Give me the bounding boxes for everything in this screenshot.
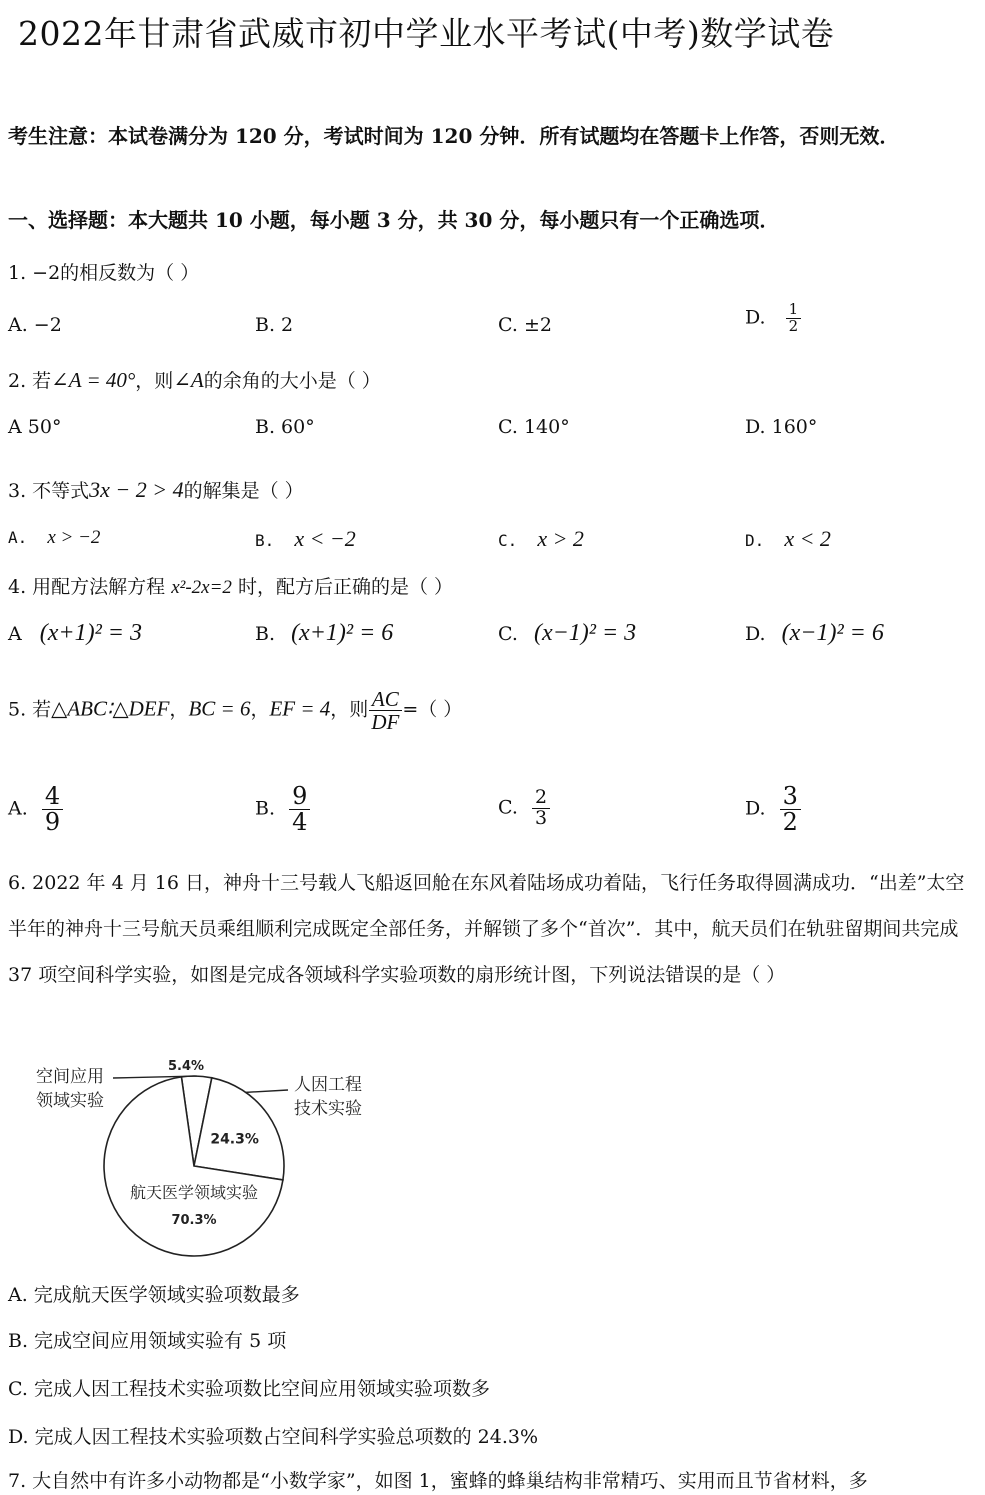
q1-option-c: C. ±2 [498, 314, 552, 336]
q2-stem-math-1: ∠A = 40° [51, 368, 136, 392]
question-5-stem [8, 688, 462, 733]
pie-percent-label-1: 5.4% [167, 1059, 205, 1074]
q3-option-d-label: D. [745, 531, 765, 550]
q6-option-d: D. 完成人因工程技术实验项数占空间科学实验总项数的 24.3% [8, 1426, 539, 1448]
question-1-stem: 1. −2的相反数为（ ） [8, 262, 200, 284]
question-6-stem: 6. 2022 年 4 月 16 日，神舟十三号载人飞船返回舱在东风着陆场成功着陆，飞行任务取得圆满成功．“出差”太空半年的神舟十三号航天员乘组顺利完成既定全部任务，并解锁了多个“首次”．其中，航天员们在轨驻留期间共完成 37 项空间科学实验，如图是完成各领域科学实验项数的扇形统计图，下列说法错误的是（ ） [8, 872, 965, 986]
q6-option-c: C. 完成人因工程技术实验项数比空间应用领域实验项数多 [8, 1378, 490, 1400]
q5-option-d-fraction [780, 784, 801, 835]
fraction-denominator: 9 [44, 808, 61, 837]
q5-option-b-label: B. [255, 797, 276, 820]
pie-category-label-1: 空间应用 [36, 1067, 104, 1087]
q4-option-d [745, 620, 884, 647]
fraction-numerator: 3 [780, 784, 801, 810]
q4-option-b [255, 620, 393, 647]
pie-slices [104, 1076, 284, 1256]
q5-stem-sep-2: ， [250, 698, 270, 721]
q4-stem-post: 时，配方后正确的是（ ） [231, 576, 454, 598]
q2-stem-pre: 2. 若 [8, 370, 52, 392]
q4-option-d-math: (x−1)² = 6 [781, 620, 884, 646]
q2-option-b: B. 60° [255, 416, 315, 438]
q3-option-b-label: B. [255, 531, 275, 550]
question-2-stem [8, 366, 381, 393]
q5-stem-sep-1: ， [169, 698, 189, 721]
fraction-numerator: 2 [532, 788, 550, 809]
fraction-denominator: DF [371, 710, 400, 735]
fraction-numerator: 1 [786, 302, 802, 319]
q5-option-b [255, 784, 310, 835]
fraction-numerator: 9 [289, 784, 310, 810]
q3-option-b-math: x < −2 [294, 526, 356, 551]
q4-option-b-math: (x+1)² = 6 [291, 620, 394, 646]
q5-option-c-label: C. [498, 796, 518, 819]
pie-leader-line-2 [246, 1090, 288, 1092]
pie-category-label-2: 人因工程 [294, 1075, 362, 1095]
q5-option-c [498, 788, 550, 829]
q2-option-a: A 50° [8, 416, 62, 438]
pie-category-label-1-line2: 领域实验 [36, 1091, 104, 1111]
q3-option-a-math: x > −2 [47, 527, 101, 548]
pie-percent-label-3: 70.3% [171, 1213, 217, 1228]
q5-option-c-fraction [532, 788, 550, 829]
fraction-denominator: 3 [534, 806, 548, 829]
q4-option-c [498, 620, 636, 647]
q4-option-a-label: A [8, 623, 22, 645]
q3-stem-post: 的解集是（ ） [183, 480, 304, 502]
q3-stem-pre: 3. 不等式 [8, 480, 90, 502]
pie-percent-label-2: 24.3% [210, 1131, 259, 1148]
q5-option-b-fraction [289, 784, 310, 835]
q3-option-c-math: x > 2 [537, 526, 584, 551]
fraction-denominator: 4 [292, 808, 308, 837]
q6-option-a: A. 完成航天医学领域实验项数最多 [8, 1284, 300, 1306]
q3-option-d [745, 526, 831, 552]
q3-stem-math: 3x − 2 > 4 [89, 477, 184, 502]
exam-notice: 考生注意：本试卷满分为 120 分，考试时间为 120 分钟．所有试题均在答题卡上作答，否则无效． [8, 124, 900, 148]
q4-option-a [8, 620, 142, 647]
q4-stem-math: x²-2x=2 [171, 577, 232, 598]
q2-stem-post: 的余角的大小是（ ） [203, 370, 381, 392]
q5-stem-pre: 5. 若 [8, 698, 52, 721]
q4-option-a-math: (x+1)² = 3 [39, 620, 143, 646]
q2-stem-mid: ，则 [135, 370, 174, 392]
q5-option-a-label: A. [8, 797, 28, 820]
question-3-stem [8, 476, 304, 503]
section-heading: 一、选择题：本大题共 10 小题，每小题 3 分，共 30 分，每小题只有一个正确选项． [8, 208, 780, 232]
q3-option-c-label: C. [498, 531, 518, 550]
pie-chart [18, 1050, 398, 1270]
q3-option-d-math: x < 2 [784, 526, 831, 551]
q4-option-c-label: C. [498, 623, 518, 645]
q3-option-c [498, 526, 584, 552]
q4-option-d-label: D. [745, 623, 766, 645]
q3-option-a [8, 526, 100, 549]
page-title: 2022年甘肃省武威市初中学业水平考试(中考)数学试卷 [18, 14, 835, 53]
q5-stem-math-2: BC = 6 [188, 696, 251, 721]
q5-stem-post: =（ ） [402, 698, 463, 721]
q5-stem-fraction [368, 688, 402, 733]
q5-stem-math-3: EF = 4 [269, 696, 331, 721]
q5-option-d-label: D. [745, 797, 766, 820]
q1-option-d-label: D. [745, 306, 766, 329]
q2-option-c: C. 140° [498, 416, 570, 438]
q3-option-a-label: A. [8, 528, 28, 547]
fraction-numerator: AC [369, 688, 402, 711]
q1-option-b: B. 2 [255, 314, 294, 336]
fraction-denominator: 2 [788, 316, 799, 335]
q3-option-b [255, 526, 356, 552]
q4-option-b-label: B. [255, 623, 276, 645]
fraction-numerator: 4 [42, 784, 63, 810]
pie-category-label-3: 航天医学领域实验 [129, 1183, 259, 1202]
q5-stem-math-1: △ABC∶△DEF [51, 696, 170, 721]
q1-option-d [745, 302, 801, 335]
q5-stem-mid: ，则 [330, 698, 369, 721]
q5-option-d [745, 784, 801, 835]
q1-option-a: A. −2 [8, 314, 62, 336]
q2-option-d: D. 160° [745, 416, 818, 438]
q4-option-c-math: (x−1)² = 3 [533, 620, 637, 646]
fraction-denominator: 2 [782, 808, 798, 837]
q5-option-a-fraction [42, 784, 63, 835]
q6-option-b: B. 完成空间应用领域实验有 5 项 [8, 1330, 287, 1352]
q2-stem-math-2: ∠A [173, 368, 204, 392]
q1-option-d-fraction [786, 302, 802, 335]
question-7-stem: 7. 大自然中有许多小动物都是“小数学家”，如图 1，蜜蜂的蜂巢结构非常精巧、实用而且节省材料，多 [8, 1470, 868, 1492]
pie-category-label-2-line2: 技术实验 [294, 1099, 362, 1119]
q5-option-a [8, 784, 63, 835]
q4-stem-pre: 4. 用配方法解方程 [8, 576, 172, 598]
question-4-stem [8, 572, 453, 599]
